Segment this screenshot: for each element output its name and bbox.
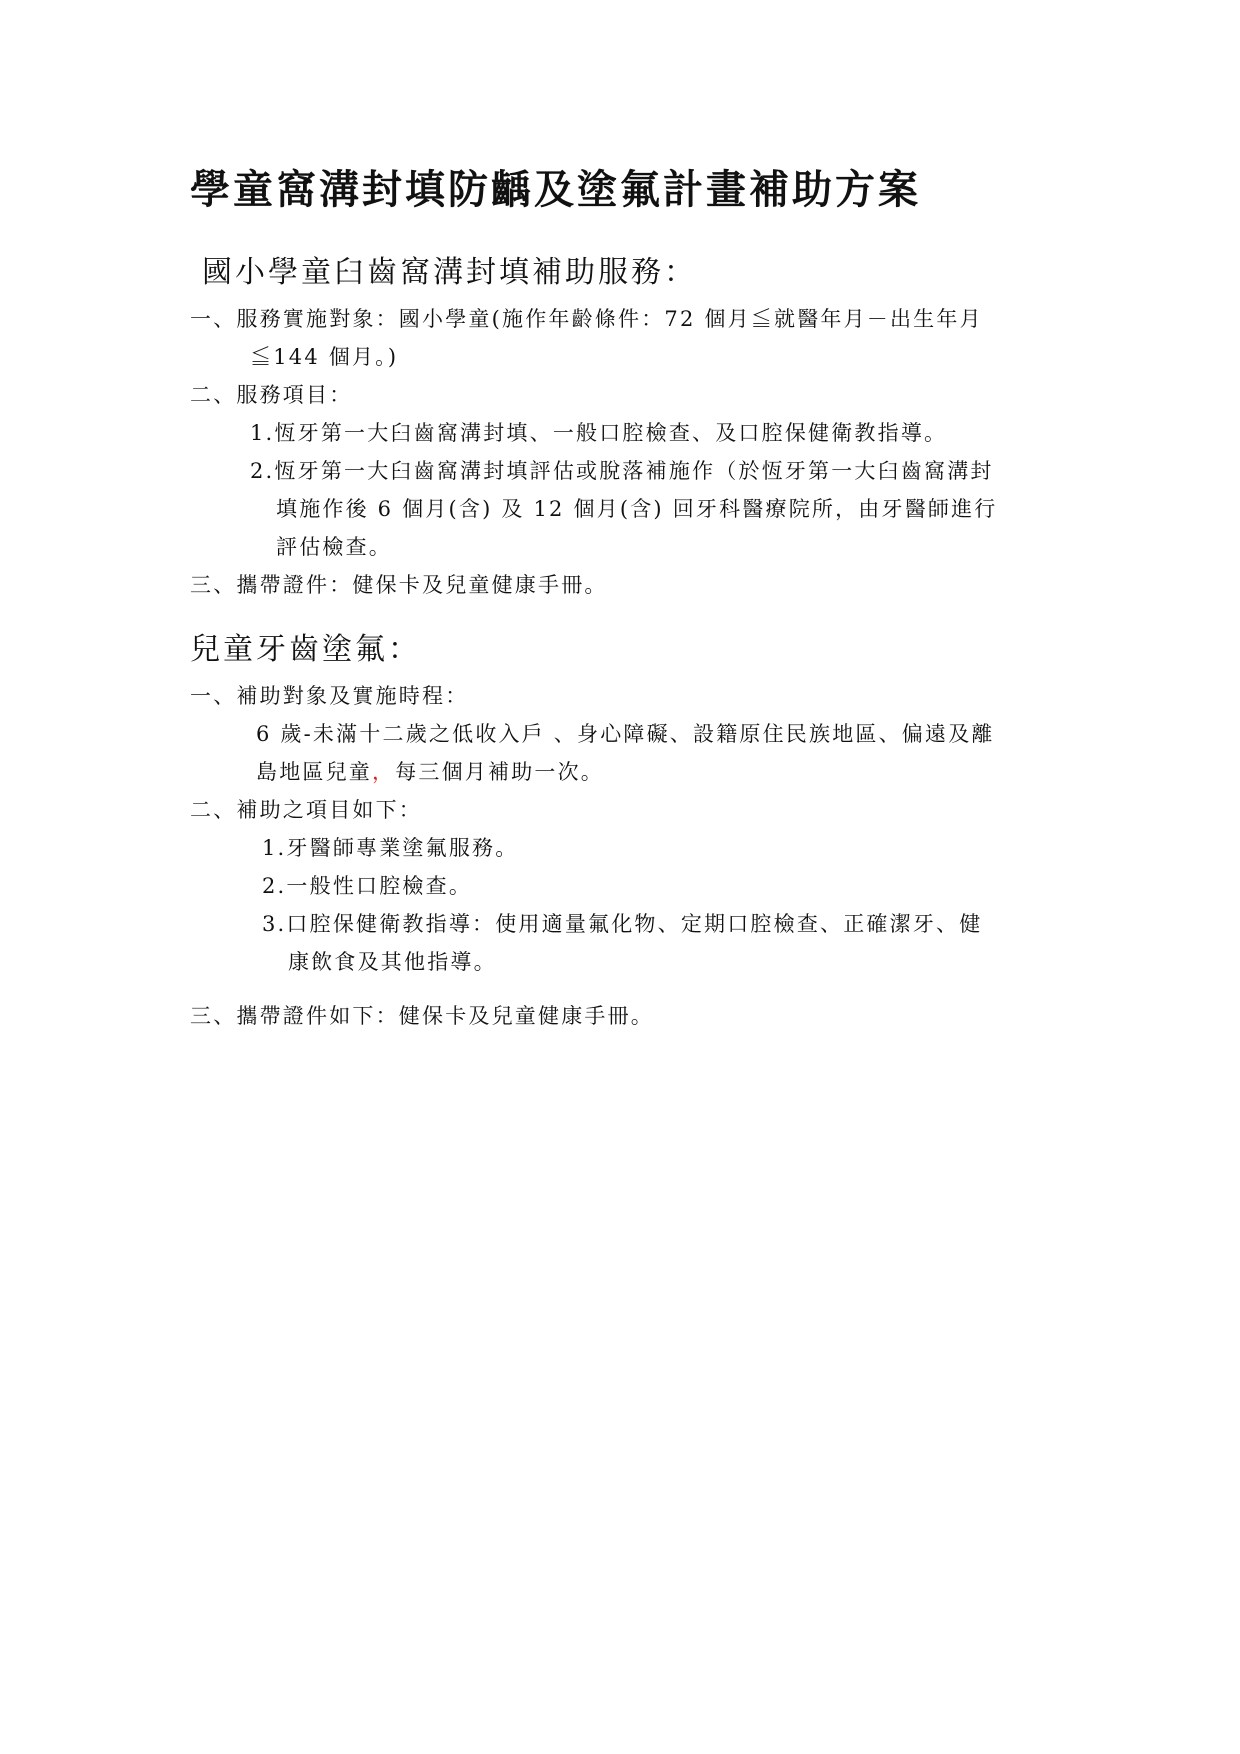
section1-item3: 三、攜帶證件：健保卡及兒童健康手冊。 [190,573,608,597]
section2-item2-label: 二、補助之項目如下： [190,798,422,822]
section2-heading: 兒童牙齒塗氟： [190,632,421,667]
section1-item2-label: 二、服務項目： [190,383,353,407]
section1-item1-line1: 一、服務實施對象：國小學童(施作年齡條件：72 個月≦就醫年月－出生年月 [190,307,983,331]
section1-item2-sub2-line3: 評估檢查。 [276,535,392,559]
section2-item1-line2-text-a: 島地區兒童 [256,760,372,784]
section2-item2-sub2: 2.一般性口腔檢查。 [262,874,473,898]
section2-item2-sub3-line2: 康飲食及其他指導。 [288,950,497,974]
red-comma: ， [372,760,396,784]
section1-item2-sub2-line1: 2.恆牙第一大臼齒窩溝封填評估或脫落補施作（於恆牙第一大臼齒窩溝封 [250,459,994,483]
section2-item1-line2 [256,762,604,783]
page-title: 學童窩溝封填防齲及塗氟計畫補助方案 [190,166,921,213]
section1-heading: 國小學童臼齒窩溝封填補助服務： [202,255,697,290]
section1-item1-line2: ≦144 個月。) [250,345,399,369]
section2-item2-sub3-line1: 3.口腔保健衛教指導：使用適量氟化物、定期口腔檢查、正確潔牙、健 [262,912,983,936]
section1-item2-sub1: 1.恆牙第一大臼齒窩溝封填、一般口腔檢查、及口腔保健衛教指導。 [250,421,948,445]
section2-item2-sub1: 1.牙醫師專業塗氟服務。 [262,836,519,860]
section2-item1-label: 一、補助對象及實施時程： [190,684,469,708]
section1-item2-sub2-line2: 填施作後 6 個月(含) 及 12 個月(含) 回牙科醫療院所，由牙醫師進行 [276,497,998,521]
section2-item1-line2-text-b: 每三個月補助一次。 [395,760,605,784]
section2-item3: 三、攜帶證件如下：健保卡及兒童健康手冊。 [190,1004,654,1028]
section2-item1-line1: 6 歲-未滿十二歲之低收入戶 、身心障礙、設籍原住民族地區、偏遠及離 [256,722,995,746]
